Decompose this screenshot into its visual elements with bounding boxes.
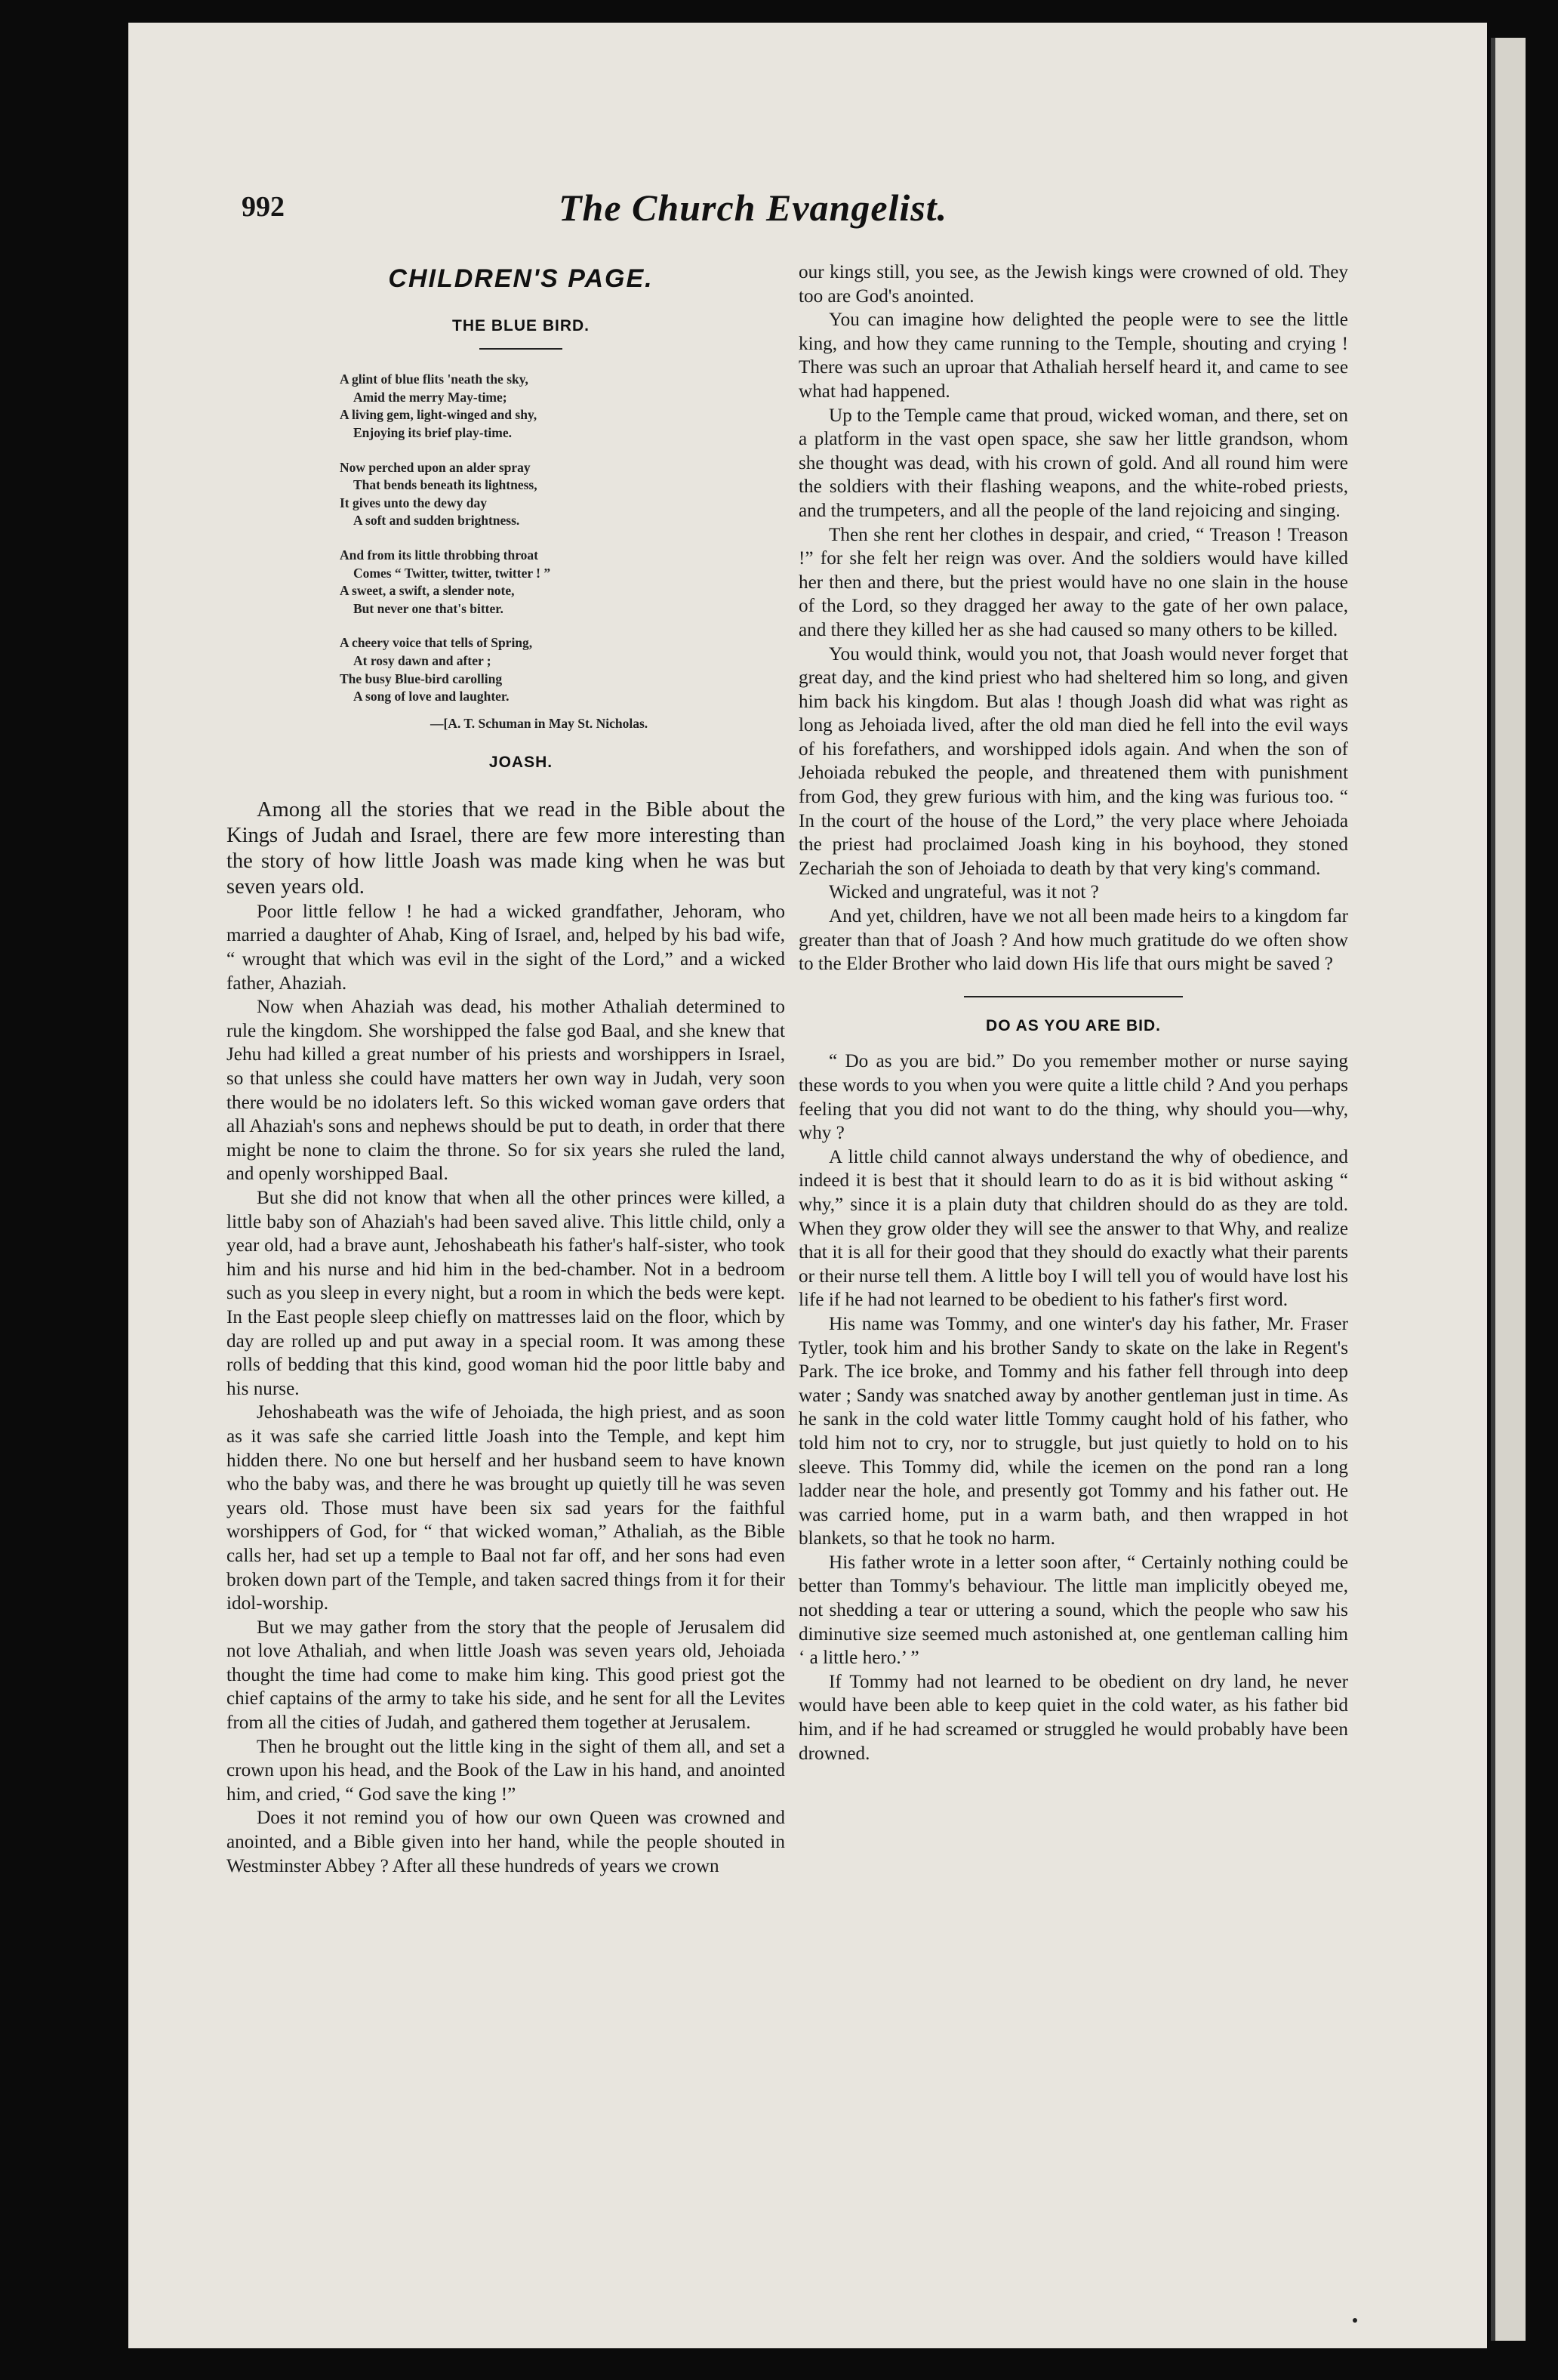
paragraph: You can imagine how delighted the people were to see the little king, and how they came running to the Temple, shouting and crying ! There was such an uproar that Athaliah herself heard it, and came to see what had happened.	[799, 310, 1348, 402]
paragraph: And yet, children, have we not all been made heirs to a kingdom far greater than that of Joash ? And how much gratitude do we often show to the Elder Brother who laid down His life that ours might be saved ?	[799, 906, 1348, 975]
poem-credit: —[A. T. Schuman in May St. Nicholas.	[430, 715, 648, 731]
poem-line: But never one that's bitter.	[353, 600, 503, 616]
paragraph: If Tommy had not learned to be obedient on dry land, he never would have been able to keep quiet in the cold water, as his father bid him, and if he had screamed or struggled he would probably have been drowned.	[799, 1671, 1348, 1764]
article-title-joash: JOASH.	[488, 754, 553, 772]
poem-line: A living gem, light-winged and shy,	[340, 407, 537, 423]
poem-line: And from its little throbbing throat	[340, 547, 539, 563]
right-column	[799, 261, 1348, 1765]
poem-line: That bends beneath its lightness,	[353, 477, 537, 493]
poem-line: It gives unto the dewy day	[340, 495, 487, 510]
poem-stanza	[340, 459, 785, 530]
paragraph: His name was Tommy, and one winter's day his father, Mr. Fraser Tytler, took him and his brother Sandy to skate on the lake in Regent's Park. The ice broke, and Tommy and his father fell through into deep water ; Sandy was snatched away by another gentleman just in time. As he sank in the cold water little Tommy caught hold of his father, who told him not to cry, nor to struggle, but just quietly to hold on to his sleeve. This Tommy did, while the icemen on the pond ran a long ladder near the hole, and presently got Tommy and his father out. He was carried home, put in a warm bath, and then wrapped in hot blankets, so that he took no harm.	[799, 1313, 1348, 1549]
paragraph: His father wrote in a letter soon after, “ Certainly nothing could be better than Tommy's behaviour. The little man implicitly obeyed me, not shedding a tear or uttering a sound, which the people who saw his diminutive size seemed much astonished at, one gentleman calling him ‘ a little hero.’ ”	[799, 1552, 1348, 1669]
poem-line: A soft and sudden brightness.	[353, 513, 520, 529]
next-page-edge	[1491, 38, 1526, 2341]
poem-line: A song of love and laughter.	[353, 689, 510, 704]
paragraph: “ Do as you are bid.” Do you remember mother or nurse saying these words to you when you were quite a little child ? And you perhaps feeling that you did not want to do the thing, why should you—why, why ?	[799, 1051, 1348, 1144]
poem-stanza	[340, 547, 785, 618]
left-column	[226, 264, 785, 1878]
paragraph: A little child cannot always understand the why of obedience, and indeed it is best that it should learn to do as it is bid without asking “ why,” since it is a plain duty that children should do as they are told. When they grow older they will see the answer to that Why, and realize that it is all for their good that they should do exactly what their parents or their nurse tell them. A little boy I will tell you of would have lost his life if he had not learned to be obedient to his father's first word.	[799, 1146, 1348, 1311]
poem-title: THE BLUE BIRD.	[452, 316, 590, 334]
poem	[340, 371, 785, 706]
paragraph: Does it not remind you of how our own Queen was crowned and anointed, and a Bible given into her hand, while the people shouted in Westminster Abbey ? After all these hundreds of years we crown	[226, 1808, 785, 1876]
poem-line: Amid the merry May-time;	[353, 389, 507, 405]
paragraph: You would think, would you not, that Joash would never forget that great day, and the kind priest who had sheltered him so long, and given him back his kingdom. But alas ! though Joash did what was right as long as Jehoiada lived, after the old man died he fell into the evil ways of his forefathers, and worshipped idols again. And when the son of Jehoiada rebuked the people, and threatened them with punishment from God, they grew furious with him, and the king was furious too. “ In the court of the house of the Lord,” the very place where Jehoiada the priest had proclaimed Joash king in his boyhood, they stoned Zechariah the son of Jehoiada to death by that very king's command.	[799, 643, 1348, 879]
poem-line: Comes “ Twitter, twitter, twitter ! ”	[353, 565, 551, 581]
poem-line: A cheery voice that tells of Spring,	[340, 635, 533, 651]
paragraph: Then she rent her clothes in despair, and cried, “ Treason ! Treason !” for she felt her reign was over. And the soldiers would have killed her then and there, but the priest would have no one slain in the house of the Lord, so they dragged her away to the gate of her own palace, and there they killed her as she had caused so many others to be killed.	[799, 524, 1348, 640]
paragraph: Now when Ahaziah was dead, his mother Athaliah determined to rule the kingdom. She worshipped the false god Baal, and she knew that Jehu had killed a great number of his priests and worshippers in Israel, so that unless she could have matters her own way in Judah, very soon there would be no idolaters left. So this wicked woman gave orders that all Ahaziah's sons and nephews should be put to death, in order that there might be none to claim the throne. So for six years she ruled the land, and openly worshipped Baal.	[226, 997, 785, 1185]
section-title: CHILDREN'S PAGE.	[388, 264, 654, 293]
journal-title: The Church Evangelist.	[559, 187, 948, 229]
page-number: 992	[242, 191, 285, 223]
poem-line: The busy Blue-bird carolling	[340, 671, 503, 686]
paragraph: Among all the stories that we read in the Bible about the Kings of Judah and Israel, there are few more interesting than the story of how little Joash was made king when he was but seven years old.	[226, 797, 785, 899]
paragraph: Wicked and ungrateful, was it not ?	[829, 882, 1099, 903]
divider	[479, 348, 562, 350]
poem-line: A glint of blue flits 'neath the sky,	[340, 371, 528, 387]
poem-line: Enjoying its brief play-time.	[353, 424, 512, 440]
paragraph: But we may gather from the story that the people of Jerusalem did not love Athaliah, and when little Joash was seven years old, Jehoiada thought the time had come to make him king. This good priest got the chief captains of the army to take his side, and he sent for all the Levites from all the cities of Judah, and gathered them together at Jerusalem.	[226, 1617, 785, 1734]
article-title-do-as-bid: DO AS YOU ARE BID.	[986, 1016, 1161, 1034]
paragraph: Poor little fellow ! he had a wicked grandfather, Jehoram, who married a daughter of Ahab, King of Israel, and, helped by his bad wife, “ wrought that which was evil in the sight of the Lord,” and a wicked father, Ahaziah.	[226, 901, 785, 994]
paragraph: our kings still, you see, as the Jewish kings were crowned of old. They too are God's anointed.	[799, 262, 1348, 307]
paragraph: Then he brought out the little king in the sight of them all, and set a crown upon his head, and the Book of the Law in his hand, and anointed him, and cried, “ God save the king !”	[226, 1736, 785, 1805]
paragraph: But she did not know that when all the other princes were killed, a little baby son of Ahaziah's had been saved alive. This little child, only a year old, had a brave aunt, Jehoshabeath his father's half-sister, who took him and his nurse and hid him in the bed-chamber. Not in a bedroom such as you sleep in every night, but a room in which the beds were kept. In the East people sleep chiefly on mattresses laid on the floor, which by day are rolled up and put away in a special room. It was among these rolls of bedding that this kind, good woman hid the poor little baby and his nurse.	[226, 1188, 785, 1399]
poem-stanza	[340, 634, 785, 705]
poem-line: A sweet, a swift, a slender note,	[340, 583, 515, 599]
poem-line: Now perched upon an alder spray	[340, 459, 531, 475]
poem-line: At rosy dawn and after ;	[353, 652, 491, 668]
divider	[964, 996, 1183, 997]
poem-stanza	[340, 371, 785, 442]
paragraph: Jehoshabeath was the wife of Jehoiada, the high priest, and as soon as it was safe she carried little Joash into the Temple, and kept him hidden there. No one but herself and her husband seem to have known who the baby was, and there he was brought up quietly till he was seven years old. Those must have been six sad years for the faithful worshippers of God, for “ that wicked woman,” Athaliah, as the Bible calls her, had set up a temple to Baal not far off, and her sons had even broken down part of the Temple, and taken sacred things from it for their idol-worship.	[226, 1402, 785, 1614]
page-header	[242, 187, 1344, 236]
paragraph: Up to the Temple came that proud, wicked woman, and there, set on a platform in the vast open space, she saw her little grandson, whom she thought was dead, with his crown of gold. And all round him were the soldiers with their flashing weapons, and the white-robed priests, and the trumpeters, and all the people of the land rejoicing and singing.	[799, 405, 1348, 521]
ink-speck	[1353, 2318, 1357, 2323]
